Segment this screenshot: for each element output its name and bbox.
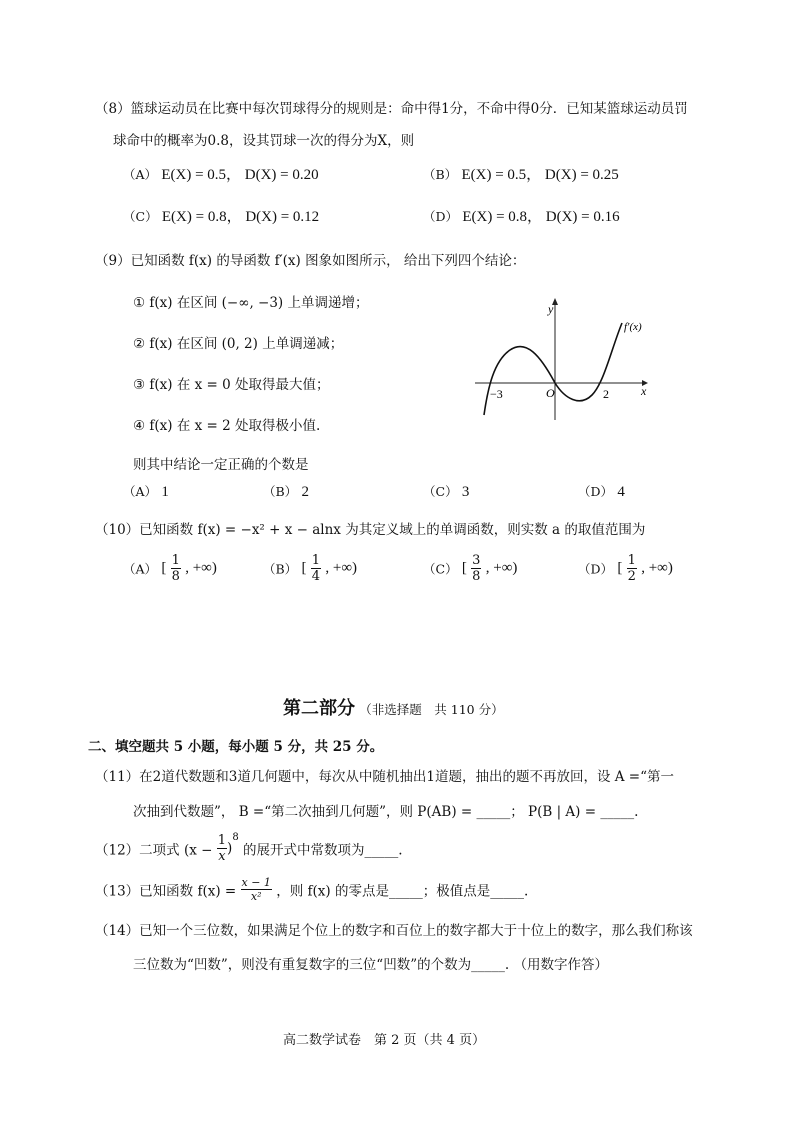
q10-option-b-num: 1 (311, 553, 321, 568)
q9-conclusion-4: ④ f(x) 在 x = 2 处取得极小值. (133, 418, 321, 434)
part2-heading (283, 694, 504, 720)
q12-frac-den: x (218, 849, 226, 864)
q9-conclusion-2: ② f(x) 在区间 (0, 2) 上单调递减； (133, 336, 344, 352)
q13-fraction (241, 876, 272, 903)
q8-option-c-text: E(X) = 0.8， D(X) = 0.12 (161, 209, 320, 225)
q12-suffix: 的展开式中常数项为_____. (242, 842, 403, 859)
q10-option-d-label: （D） (578, 561, 614, 577)
q10-option-b: （B） [ $\frac{1}{4}$ , +∞) (263, 553, 358, 584)
q10-option-a-fraction (171, 553, 181, 584)
q12: （12）二项式 (x − $\frac{1}{x}$ )$^8$ 的展开式中常数项为_____. (95, 832, 403, 864)
tick-label-neg3: −3 (490, 387, 503, 401)
q8-option-a-text: E(X) = 0.5， D(X) = 0.20 (161, 167, 319, 183)
q8-line2: 球命中的概率为0.8，设其罚球一次的得分为X，则 (113, 133, 415, 149)
section2-heading: 二、填空题共 5 小题，每小题 5 分，共 25 分。 (88, 739, 384, 755)
q9-option-b-label: （B） (263, 484, 298, 499)
page-footer: 高二数学试卷 第 2 页（共 4 页） (283, 1033, 486, 1048)
q9-option-c (423, 482, 469, 501)
q14-line1: （14）已知一个三位数，如果满足个位上的数字和百位上的数字都大于十位上的数字，那么我们称该 (95, 923, 693, 939)
q10-option-b-fraction (311, 553, 321, 584)
q12-frac-num: 1 (217, 833, 227, 848)
q10-option-d-den: 2 (627, 569, 636, 584)
q10-option-a: （A） [ $\frac{1}{8}$ , +∞) (123, 553, 217, 584)
q10-option-c-den: 8 (472, 569, 481, 584)
q9-option-d (578, 482, 625, 501)
q10-option-a-text: , +∞) (185, 560, 217, 576)
y-axis-label: y (548, 302, 554, 316)
q8-option-d (423, 205, 620, 226)
q10-option-d-text: , +∞) (641, 560, 673, 576)
q9-option-d-label: （D） (578, 484, 614, 499)
tick-label-2: 2 (603, 387, 609, 401)
q8-option-b (423, 163, 619, 184)
q10-option-c-num: 3 (472, 553, 481, 568)
q12-prefix: （12）二项式 (x − (95, 842, 213, 859)
q12-fraction (217, 833, 227, 864)
q10-option-b-label: （B） (263, 561, 298, 577)
q10-option-b-den: 4 (311, 569, 321, 584)
q8-option-a-label: （A） (123, 167, 158, 182)
q10-option-c-text: , +∞) (485, 560, 518, 576)
q9-option-a (123, 482, 169, 501)
q11-line2: 次抽到代数题”， B =“第二次抽到几何题”，则 P(AB) = _____； P(B | A) = _____. (133, 804, 639, 820)
q8-option-c-label: （C） (123, 209, 158, 224)
q9-option-d-text: 4 (617, 484, 625, 500)
q8-option-d-label: （D） (423, 209, 459, 224)
q8-option-b-label: （B） (423, 167, 458, 182)
q13-suffix: ，则 f(x) 的零点是_____；极值点是_____. (276, 883, 529, 900)
q9-conclusion-3: ③ f(x) 在 x = 0 处取得最大值； (133, 377, 330, 393)
q8-option-c (123, 205, 319, 226)
q9-option-c-label: （C） (423, 484, 458, 499)
q9-option-a-label: （A） (123, 484, 158, 499)
q10-option-d-fraction (627, 553, 637, 584)
q9-option-b-text: 2 (301, 484, 309, 500)
q10-option-c: （C） [ $\frac{3}{8}$ , +∞) (423, 553, 518, 584)
q13-frac-num: x − 1 (241, 876, 271, 889)
q11-line1: （11）在2道代数题和3道几何题中，每次从中随机抽出1道题，抽出的题不再放回，设 A =“第一 (95, 769, 674, 785)
q9-option-b (263, 482, 309, 501)
q10-option-d-num: 1 (627, 553, 636, 568)
q10-option-a-label: （A） (123, 561, 158, 577)
q13-frac-den: x² (250, 890, 262, 903)
q8-option-a (123, 163, 319, 184)
derivative-graph (470, 295, 660, 425)
q9-option-c-text: 3 (461, 484, 470, 500)
part2-title: 第二部分 (283, 698, 355, 719)
q10-option-a-den: 8 (171, 569, 180, 584)
q13-prefix: （13）已知函数 f(x) = (95, 883, 237, 900)
q9-question: 则其中结论一定正确的个数是 (133, 457, 309, 473)
part2-subtitle: （非选择题 共 110 分） (359, 702, 504, 717)
q10-option-c-fraction (471, 553, 481, 584)
q10-option-d: （D） [ $\frac{1}{2}$ , +∞) (578, 553, 673, 584)
q9-conclusion-1: ① f(x) 在区间 (−∞, −3) 上单调递增； (133, 295, 369, 311)
q10-option-b-text: , +∞) (325, 560, 358, 576)
q10-option-c-label: （C） (423, 561, 458, 577)
derivative-curve (484, 323, 622, 415)
x-axis-label: x (641, 384, 647, 398)
q12-exponent: 8 (232, 832, 239, 843)
q8-option-d-text: E(X) = 0.8， D(X) = 0.16 (462, 209, 620, 225)
q10-stem: （10）已知函数 f(x) = −x² + x − alnx 为其定义域上的单调函数，则实数 a 的取值范围为 (95, 522, 646, 538)
curve-label: f′(x) (624, 321, 642, 333)
q9-stem: （9）已知函数 f(x) 的导函数 f′(x) 图象如图所示， 给出下列四个结论： (95, 253, 526, 269)
q10-option-a-num: 1 (171, 553, 180, 568)
q14-line2: 三位数为“凹数”，则没有重复数字的三位“凹数”的个数为_____. （用数字作答） (133, 957, 608, 973)
origin-label: O (546, 386, 555, 400)
q8-option-b-text: E(X) = 0.5， D(X) = 0.25 (461, 167, 619, 183)
q8-line1: （8）篮球运动员在比赛中每次罚球得分的规则是：命中得1分，不命中得0分．已知某篮球运动员罚 (95, 101, 688, 117)
q9-option-a-text: 1 (161, 484, 169, 500)
q13 (95, 876, 528, 903)
